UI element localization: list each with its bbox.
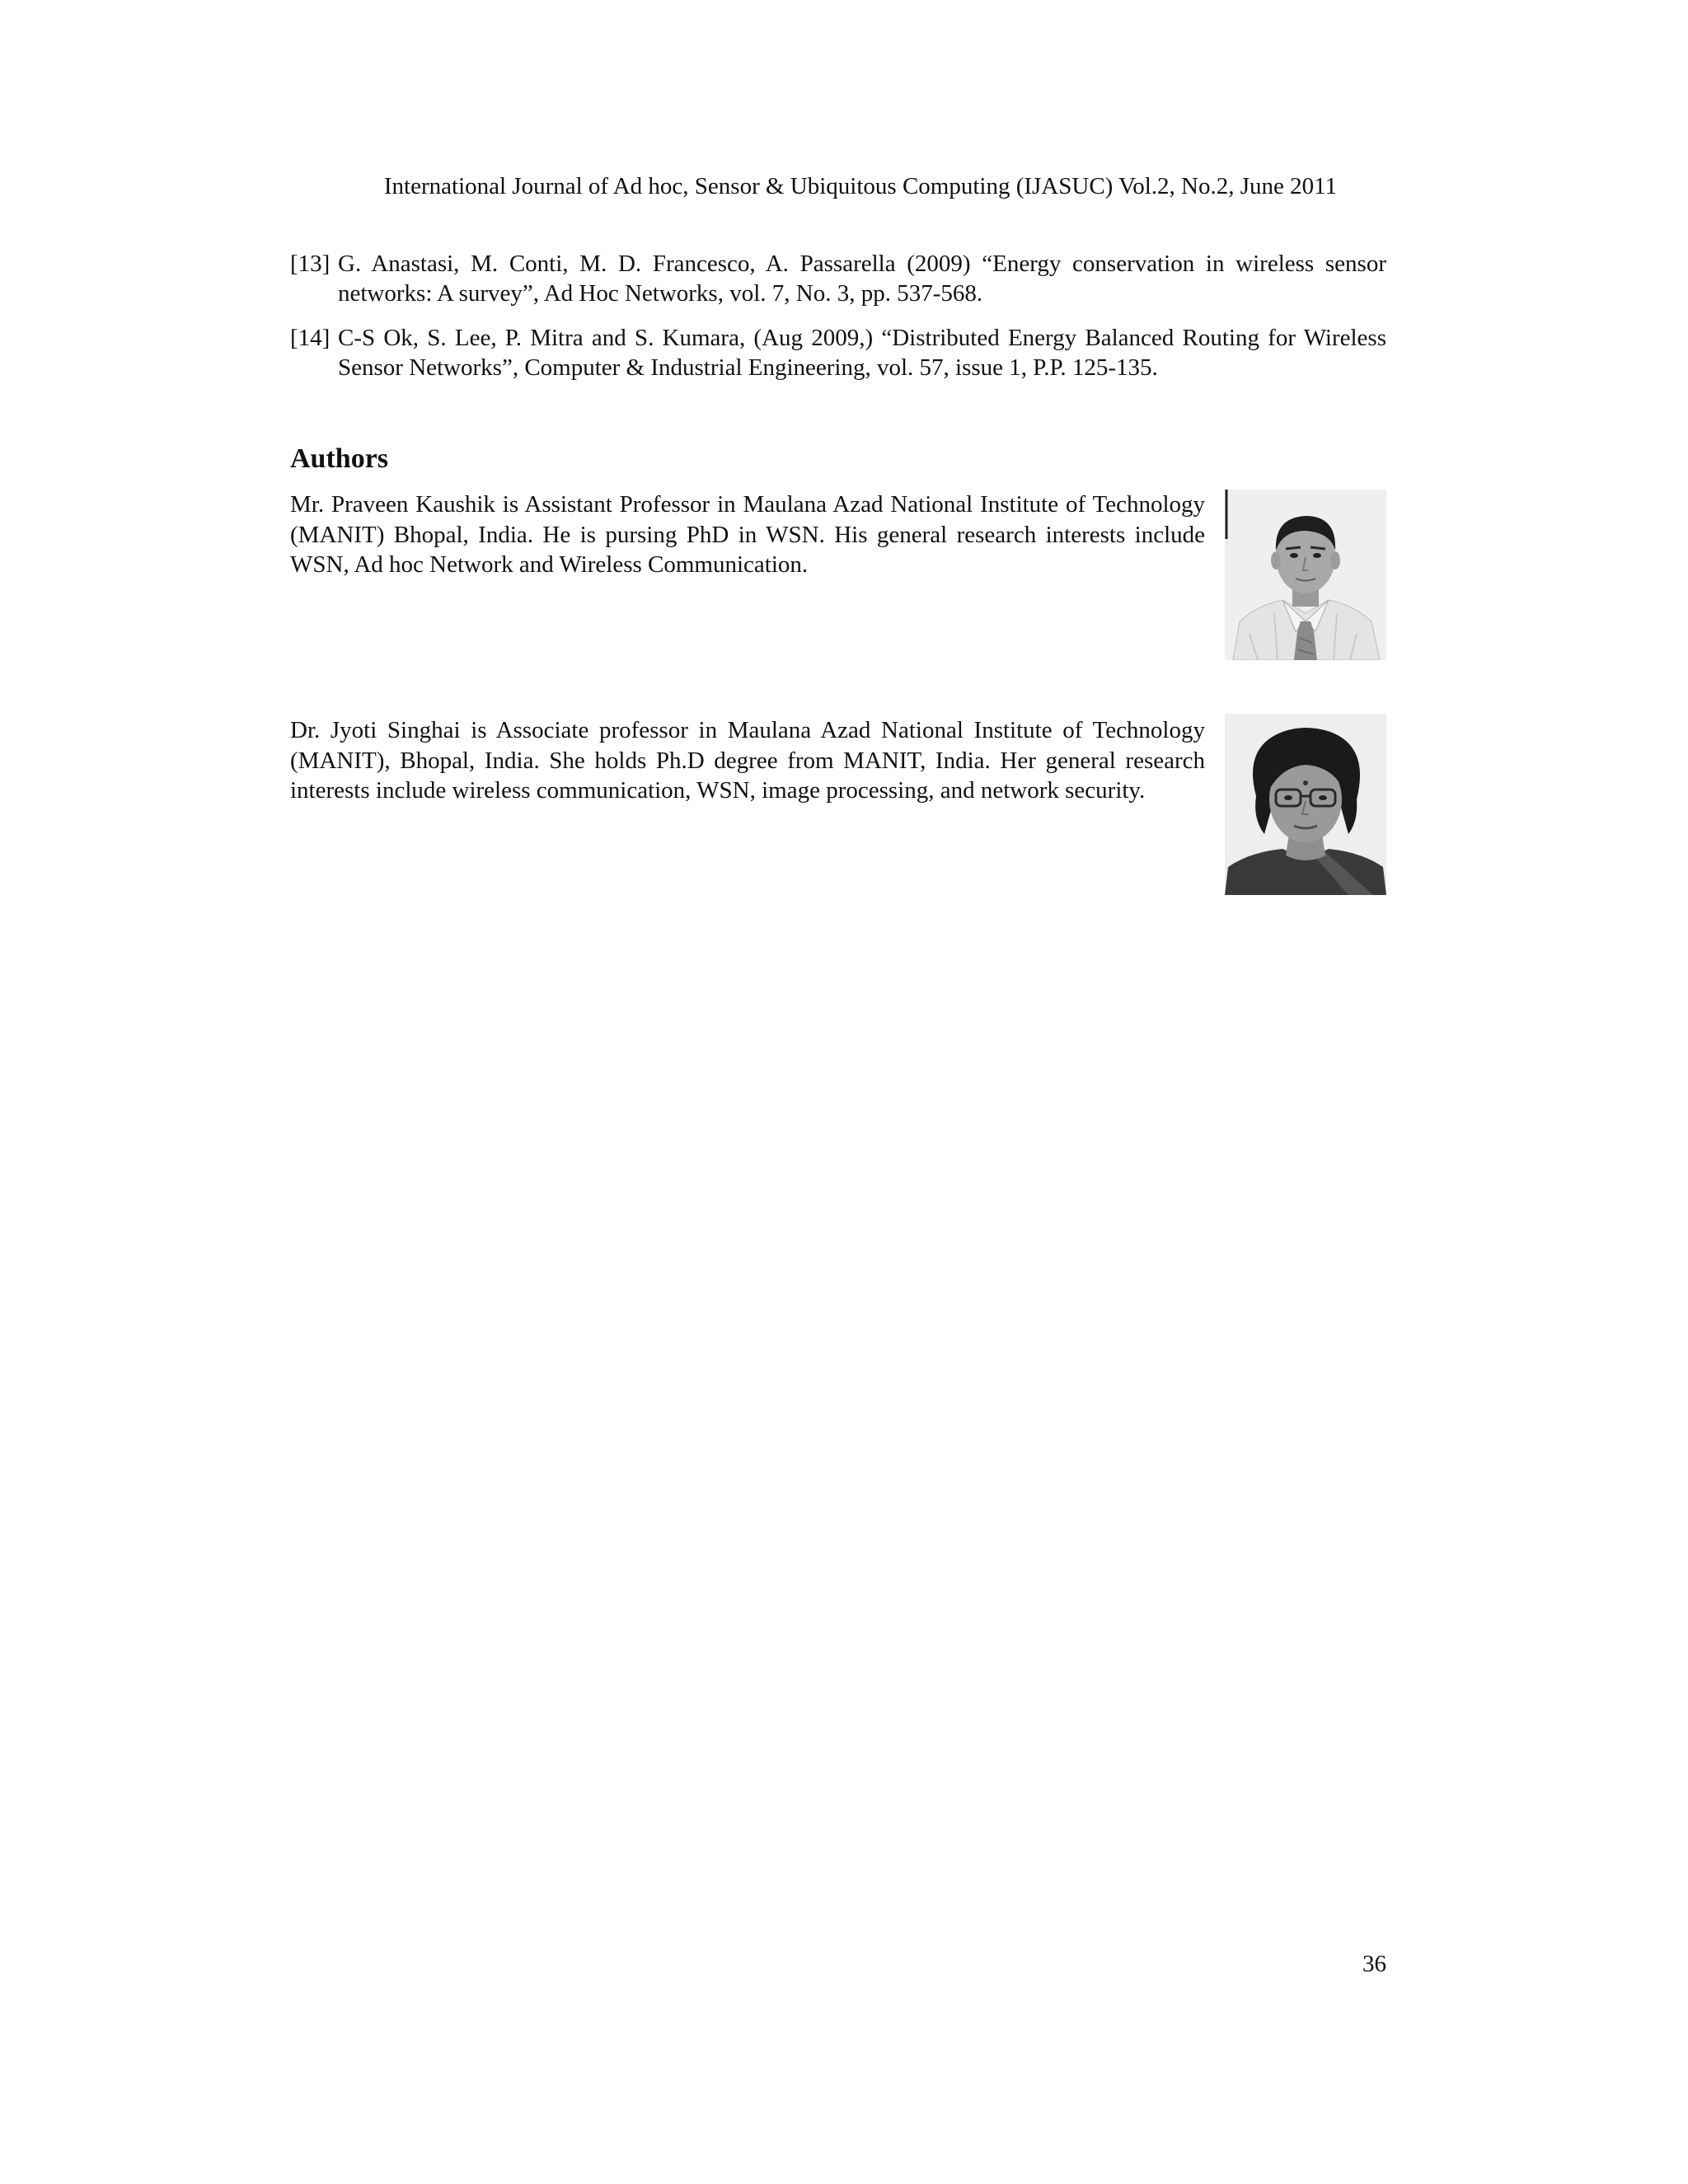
running-header: International Journal of Ad hoc, Sensor & Ubiquitous Computing (IJASUC) Vol.2, No.2, June 2011: [383, 173, 1338, 199]
author-bio-kaushik: Mr. Praveen Kaushik is Assistant Professor in Maulana Azad National Institute of Technology (MANIT) Bhopal, India. He is pursing PhD in WSN. His general research interests include WSN, Ad hoc Network and Wireless Communication.: [290, 491, 1205, 578]
reference-text: C-S Ok, S. Lee, P. Mitra and S. Kumara, (Aug 2009,) “Distributed Energy Balanced Routing for Wireless Sensor Networks”, Computer & Industrial Engineering, vol. 57, issue 1, P.P. 125-135.: [338, 325, 1386, 381]
authors-heading: Authors: [290, 443, 389, 474]
author-photo-singhai: [1225, 714, 1386, 895]
author-portrait-female: [1225, 714, 1386, 895]
author-bio-singhai: Dr. Jyoti Singhai is Associate professor in Maulana Azad National Institute of Technology (MANIT), Bhopal, India. She holds Ph.D degree from MANIT, India. Her general research interests include wireless communication, WSN, image processing, and network security.: [290, 717, 1205, 804]
page-number: 36: [1362, 1951, 1386, 1977]
author-photo-kaushik: [1225, 490, 1386, 660]
reference-item: [290, 249, 1386, 308]
reference-item: [290, 323, 1386, 382]
reference-number: [13]: [290, 251, 331, 277]
reference-number: [14]: [290, 325, 331, 351]
author-portrait-male: [1225, 490, 1386, 660]
reference-text: G. Anastasi, M. Conti, M. D. Francesco, A. Passarella (2009) “Energy conservation in wireless sensor networks: A survey”, Ad Hoc Networks, vol. 7, No. 3, pp. 537-568.: [338, 251, 1386, 307]
